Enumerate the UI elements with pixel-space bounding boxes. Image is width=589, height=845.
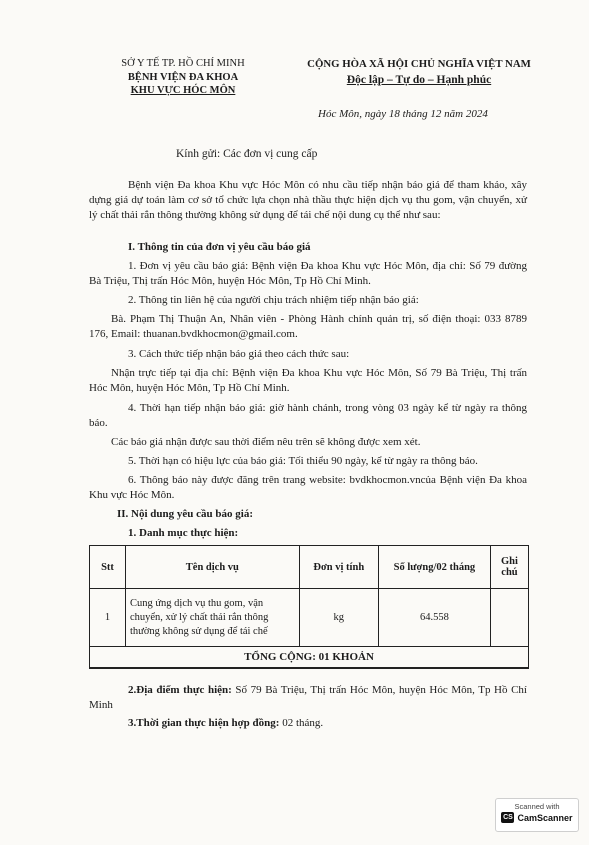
row-quantity: 64.558 bbox=[378, 589, 490, 647]
section-2-title: II. Nội dung yêu cầu báo giá: bbox=[117, 508, 254, 520]
location-value: Số 79 Bà Triệu, Thị trấn Hóc Môn, huyện Hóc Môn, Tp Hồ Chí Minh bbox=[89, 684, 527, 711]
duration-label: 3.Thời gian thực hiện hợp đồng: bbox=[128, 717, 280, 729]
row-unit: kg bbox=[299, 589, 378, 647]
intro-paragraph: Bệnh viện Đa khoa Khu vực Hóc Môn có nhu cầu tiếp nhận báo giá để tham khảo, xây dựng giá dự toán làm cơ sở tổ chức lựa chọn nhà thầu thực hiện dịch vụ thu gom, vận chuyển, xử lý chất thải rắn thông thường không sử dụng để tái chế nội dung cụ thể như sau: bbox=[89, 179, 527, 221]
national-title: CỘNG HÒA XÃ HỘI CHỦ NGHĨA VIỆT NAM bbox=[307, 58, 531, 70]
row-stt: 1 bbox=[90, 589, 126, 647]
section-1-item-2-detail: Bà. Phạm Thị Thuận An, Nhân viên - Phòng Hành chính quản trị, số điện thoại: 033 8789 176, Email: thuanan.bvdkhocmon@gmail.com. bbox=[89, 313, 527, 340]
national-motto: Độc lập – Tự do – Hạnh phúc bbox=[346, 73, 492, 86]
table-header-row bbox=[90, 546, 529, 589]
document-date: Hóc Môn, ngày 18 tháng 12 năm 2024 bbox=[318, 108, 488, 120]
section-2-item-3 bbox=[89, 716, 527, 731]
location-label: 2.Địa điểm thực hiện: bbox=[128, 684, 232, 696]
section-1-item-5: 5. Thời hạn có hiệu lực của báo giá: Tối thiểu 90 ngày, kể từ ngày ra thông báo. bbox=[128, 455, 478, 467]
section-1-title: I. Thông tin của đơn vị yêu cầu báo giá bbox=[128, 241, 311, 253]
section-2-item-2 bbox=[89, 683, 527, 713]
row-note bbox=[490, 589, 528, 647]
section-1-item-4: 4. Thời hạn tiếp nhận báo giá: giờ hành chánh, trong vòng 03 ngày kể từ ngày ra thông báo. bbox=[89, 402, 527, 429]
col-unit: Đơn vị tính bbox=[299, 546, 378, 589]
section-1-item-3-detail: Nhận trực tiếp tại địa chỉ: Bệnh viện Đa khoa Khu vực Hóc Môn, Số 79 Bà Triệu, Thị trấn Hóc Môn, huyện Hóc Môn, Tp Hồ Chí Minh. bbox=[89, 367, 527, 394]
col-service-name: Tên dịch vụ bbox=[125, 546, 299, 589]
section-1-item-6: 6. Thông báo này được đăng trên trang website: bvdkhocmon.vncủa Bệnh viện Đa khoa Khu vực Hóc Môn. bbox=[89, 474, 527, 501]
section-2-subtitle: 1. Danh mục thực hiện: bbox=[128, 527, 239, 539]
row-service-name: Cung ứng dịch vụ thu gom, vận chuyển, xử lý chất thải rắn thông thường không sử dụng để tái chế bbox=[125, 589, 299, 647]
section-1-item-4-note: Các báo giá nhận được sau thời điểm nêu trên sẽ không được xem xét. bbox=[111, 436, 421, 448]
col-quantity: Số lượng/02 tháng bbox=[378, 546, 490, 589]
watermark-brand: CamScanner bbox=[517, 812, 573, 823]
service-table bbox=[89, 545, 529, 669]
hospital-area: KHU VỰC HÓC MÔN bbox=[130, 85, 236, 96]
hospital-name: BỆNH VIỆN ĐA KHOA bbox=[127, 71, 239, 83]
section-1-item-1: 1. Đơn vị yêu cầu báo giá: Bệnh viện Đa khoa Khu vực Hóc Môn, địa chỉ: Số 79 đường Bà Triệu, Thị trấn Hóc Môn, huyện Hóc Môn, Tp Hồ Chí Minh. bbox=[89, 260, 527, 287]
camscanner-logo-icon: CS bbox=[503, 814, 513, 821]
duration-value: 02 tháng. bbox=[279, 717, 324, 729]
issuer-header bbox=[98, 57, 268, 98]
table-total: TỔNG CỘNG: 01 KHOẢN bbox=[90, 647, 529, 669]
department-name: SỞ Y TẾ TP. HỒ CHÍ MINH bbox=[121, 58, 245, 69]
col-note: Ghi chú bbox=[490, 546, 528, 589]
table-total-row bbox=[90, 647, 529, 669]
col-stt: Stt bbox=[90, 546, 126, 589]
greeting: Kính gửi: Các đơn vị cung cấp bbox=[176, 148, 318, 160]
section-1-item-2: 2. Thông tin liên hệ của người chịu trách nhiệm tiếp nhận báo giá: bbox=[128, 294, 419, 306]
national-header bbox=[296, 57, 542, 88]
watermark-caption: Scanned with bbox=[514, 802, 560, 811]
table-row bbox=[90, 589, 529, 647]
camscanner-watermark bbox=[495, 798, 579, 832]
section-1-item-3: 3. Cách thức tiếp nhận báo giá theo cách thức sau: bbox=[128, 348, 350, 360]
